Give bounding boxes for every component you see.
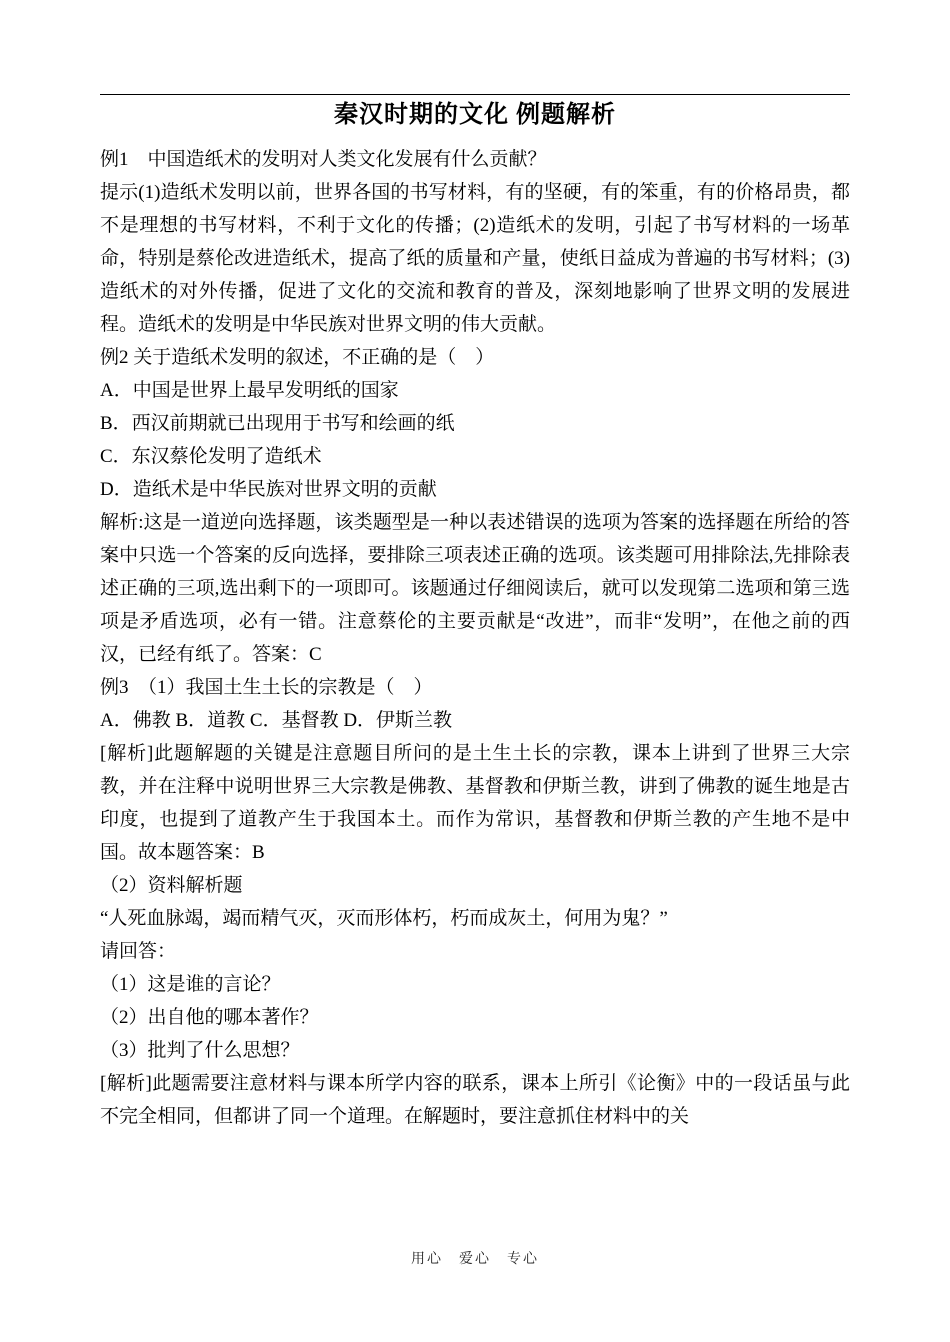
page-footer: 用心 爱心 专心 [411,1252,539,1267]
example1-question: 例1 中国造纸术的发明对人类文化发展有什么贡献？ [100,149,547,170]
example3-part2-analysis: [解析]此题需要注意材料与课本所学内容的联系，课本上所引《论衡》中的一段话虽与此不完全相同，但都讲了同一个道理。在解题时，要注意抓住材料中的关 [100,1073,850,1127]
example2-option-a: A．中国是世界上最早发明纸的国家 [100,380,399,401]
example2-option-d: D．造纸术是中华民族对世界文明的贡献 [100,479,437,500]
header-rule [100,94,850,95]
example3-sub-question-1: （1）这是谁的言论？ [100,974,281,995]
example3-part1-options: A．佛教 B．道教 C．基督教 D．伊斯兰教 [100,710,453,731]
example2-analysis: 解析:这是一道逆向选择题，该类题型是一种以表述错误的选项为答案的选择题在所给的答案中只选一个答案的反向选择，要排除三项表述正确的选项。该类题可用排除法,先排除表述正确的三项,选出剩下的一项即可。该题通过仔细阅读后，就可以发现第二选项和第三选项是矛盾选项，必有一错。注意蔡伦的主要贡献是“改进”，而非“发明”，在他之前的西汉，已经有纸了。答案：C [100,512,850,665]
example2-question: 例2 关于造纸术发明的叙述，不正确的是（ ） [100,347,495,368]
example2-option-b: B．西汉前期就已出现用于书写和绘画的纸 [100,413,455,434]
page-title: 秦汉时期的文化 例题解析 [334,102,616,128]
example1-answer-hint: 提示(1)造纸术发明以前，世界各国的书写材料，有的坚硬，有的笨重，有的价格昂贵，都不是理想的书写材料，不利于文化的传播；(2)造纸术的发明，引起了书写材料的一场革命，特别是蔡伦改进造纸术，提高了纸的质量和产量，使纸日益成为普遍的书写材料；(3)造纸术的对外传播，促进了文化的交流和教育的普及，深刻地影响了世界文明的发展进程。造纸术的发明是中华民族对世界文明的伟大贡献。 [100,182,850,335]
example3-sub-question-3: （3）批判了什么思想？ [100,1040,300,1061]
document-page [100,94,850,1133]
example3-part1-question: 例3 （1）我国土生土长的宗教是（ ） [100,677,433,698]
example3-sub-question-2: （2）出自他的哪本著作？ [100,1007,319,1028]
example3-part1-analysis: [解析]此题解题的关键是注意题目所问的是土生土长的宗教，课本上讲到了世界三大宗教，并在注释中说明世界三大宗教是佛教、基督教和伊斯兰教，讲到了佛教的诞生地是古印度，也提到了道教产生于我国本土。而作为常识，基督教和伊斯兰教的产生地不是中国。故本题答案：B [100,743,850,863]
example3-quote: “人死血脉竭，竭而精气灭，灭而形体朽，朽而成灰土，何用为鬼？” [100,908,668,929]
example2-option-c: C．东汉蔡伦发明了造纸术 [100,446,322,467]
example3-answer-prompt: 请回答： [100,941,177,962]
example3-part2-heading: （2）资料解析题 [100,875,243,896]
